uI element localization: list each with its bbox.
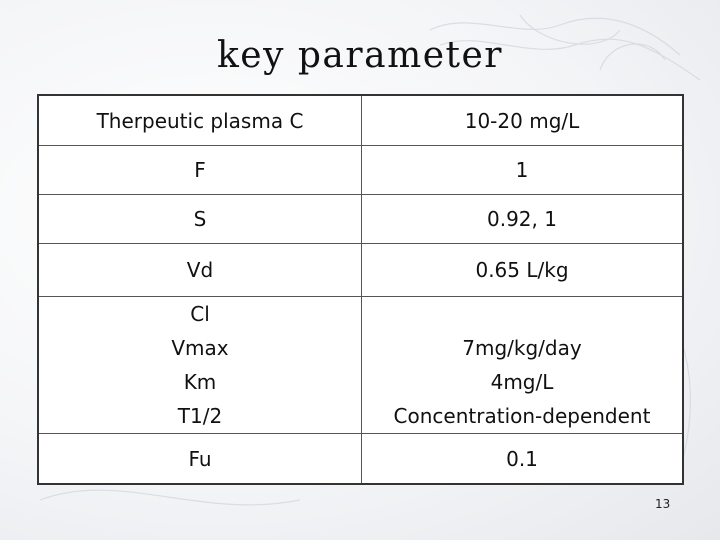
param-value: 1 <box>362 146 684 195</box>
page-number: 13 <box>655 497 671 511</box>
parameter-table <box>37 94 684 485</box>
param-value: 0.65 L/kg <box>362 244 684 297</box>
param-label: S <box>38 195 362 244</box>
param-label: Cl <box>190 302 210 326</box>
table-row <box>38 146 683 195</box>
param-label: Km <box>183 370 217 394</box>
slide-title: key parameter <box>216 35 503 76</box>
param-value: 10-20 mg/L <box>362 95 684 146</box>
param-label: Fu <box>38 434 362 485</box>
param-value: Concentration-dependent <box>393 404 651 428</box>
param-value-group <box>362 297 684 434</box>
param-label: F <box>38 146 362 195</box>
table-row <box>38 244 683 297</box>
param-label: Vmax <box>171 336 229 360</box>
param-label: Therpeutic plasma C <box>38 95 362 146</box>
table-row <box>38 95 683 146</box>
param-value: 0.1 <box>362 434 684 485</box>
table-row <box>38 434 683 485</box>
param-value: 7mg/kg/day <box>462 336 582 360</box>
param-label-group <box>38 297 362 434</box>
param-value: 4mg/L <box>490 370 554 394</box>
table-row <box>38 195 683 244</box>
table-row <box>38 297 683 434</box>
param-label: T1/2 <box>177 404 223 428</box>
param-label: Vd <box>38 244 362 297</box>
param-value: 0.92, 1 <box>362 195 684 244</box>
